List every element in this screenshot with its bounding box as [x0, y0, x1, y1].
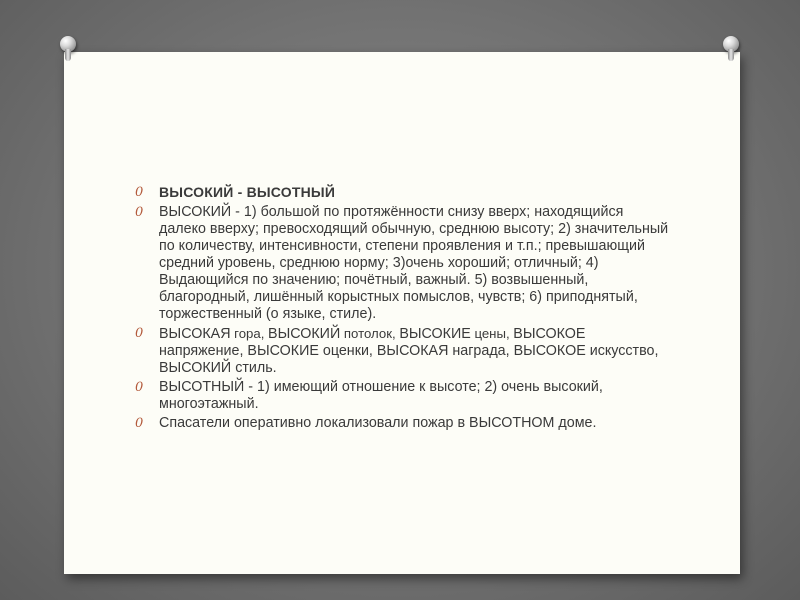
- keyword: ВЫСОТНОМ: [469, 415, 555, 431]
- example-fragment: гора,: [230, 326, 269, 341]
- keyword: ВЫСОКАЯ: [376, 343, 449, 359]
- example-fragment: награда,: [448, 343, 514, 359]
- list-item-example-vysotny: [132, 415, 672, 432]
- bullet-icon: 0: [135, 326, 144, 341]
- keyword: ВЫСОКИЕ: [247, 343, 319, 359]
- keyword: ВЫСОКИЕ: [399, 326, 471, 342]
- bullet-icon: 0: [135, 185, 144, 200]
- list-item-examples-vysokiy: [132, 325, 672, 377]
- examples-text: [159, 326, 658, 376]
- keyword: ВЫСОКАЯ: [159, 326, 231, 342]
- example-fragment: доме.: [554, 415, 597, 431]
- pushpin-icon: [720, 36, 742, 62]
- example-fragment: стиль.: [231, 360, 277, 376]
- example-text: [159, 415, 596, 431]
- heading-text: ВЫСОКИЙ - ВЫСОТНЫЙ: [159, 184, 336, 200]
- pushpin-icon: [57, 36, 79, 62]
- keyword: ВЫСОКИЙ: [159, 360, 232, 376]
- example-fragment: искусство,: [585, 343, 659, 359]
- example-fragment: напряжение,: [159, 343, 248, 359]
- definition-text: ВЫСОКИЙ - 1) большой по протяжённости снизу вверх; находящийся далеко вверху; превосходящий обычную, среднюю высоту; 2) значительный по количеству, интенсивности, степени проявления и т.п.; превышающий средний уровень, среднюю норму; 3)очень хороший; отличный; 4) Выдающийся по значению; почётный, важный. 5) возвышенный, благородный, лишённый корыстных помыслов, чувств; 6) приподнятый, торжественный (о языке, стиле).: [159, 204, 669, 322]
- example-fragment: цены,: [470, 326, 514, 341]
- slide-content: [132, 184, 672, 434]
- example-fragment: потолок,: [340, 326, 400, 341]
- list-item-definition-vysokiy: [132, 204, 672, 323]
- bullet-icon: 0: [135, 205, 144, 220]
- bullet-icon: 0: [135, 416, 144, 431]
- example-fragment: Спасатели оперативно локализовали пожар в: [159, 415, 470, 431]
- example-fragment: оценки,: [318, 343, 377, 359]
- list-item-definition-vysotny: [132, 379, 672, 413]
- definition-text: ВЫСОТНЫЙ - 1) имеющий отношение к высоте; 2) очень высокий, многоэтажный.: [159, 379, 603, 412]
- list-item-heading: [132, 184, 672, 202]
- keyword: ВЫСОКОЕ: [513, 343, 586, 359]
- keyword: ВЫСОКОЕ: [513, 326, 586, 342]
- keyword: ВЫСОКИЙ: [268, 326, 341, 342]
- bullet-icon: 0: [135, 380, 144, 395]
